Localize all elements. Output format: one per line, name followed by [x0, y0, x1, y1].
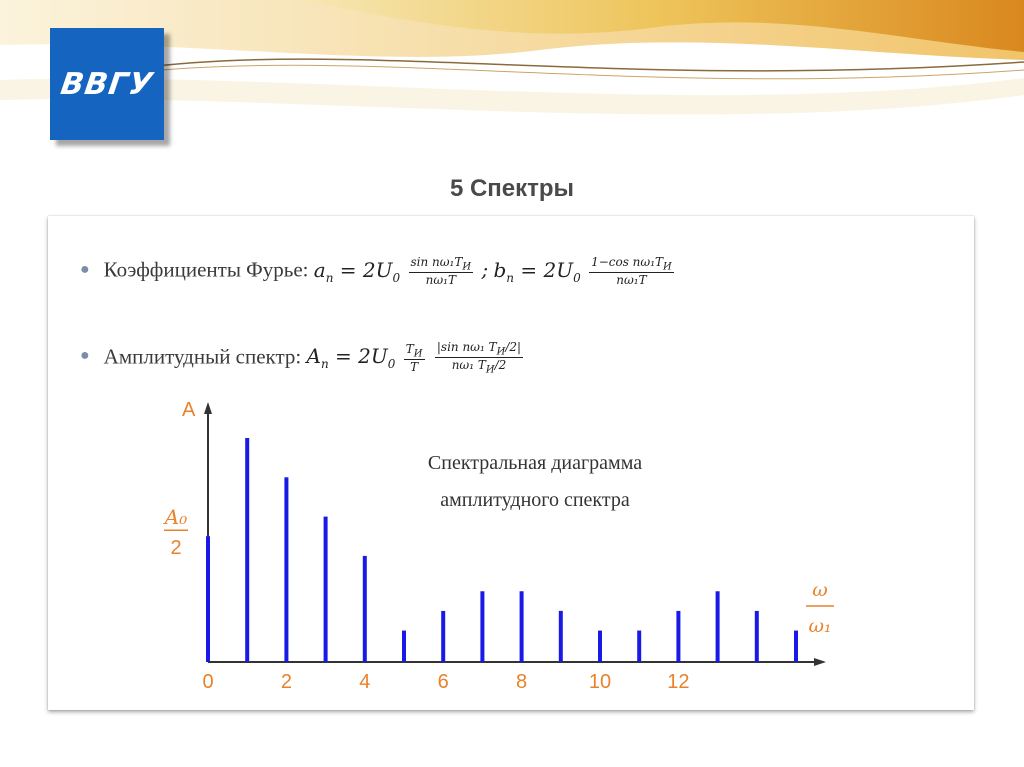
x-tick-label: 8	[516, 671, 528, 693]
x-tick-label: 12	[667, 671, 690, 693]
slide-title: 5 Спектры	[449, 175, 575, 202]
spectral-line-bar	[598, 631, 602, 662]
spectral-line-bar	[284, 477, 288, 662]
y-marker-denominator: 2	[170, 537, 182, 560]
x-tick-label: 4	[359, 671, 371, 693]
spectral-line-bar	[441, 611, 445, 662]
spectral-line-bar	[794, 631, 798, 662]
spectral-line-bar	[755, 611, 759, 662]
bullet-dot-icon: ●	[80, 347, 90, 365]
spectral-line-bar	[206, 536, 210, 662]
bullet-label: Коэффициенты Фурье:	[103, 257, 309, 282]
spectral-line-bar	[324, 517, 328, 662]
bullet-dot-icon: ●	[80, 260, 90, 278]
spectral-line-bar	[559, 611, 563, 662]
caption-line-1: Спектральная диаграмма	[427, 452, 643, 474]
caption-line-2: амплитудного спектра	[440, 489, 630, 511]
x-tick-label: 10	[588, 671, 612, 693]
x-axis-arrow-icon	[814, 658, 826, 666]
formula-bn: $b_n = 2U_0$ $\frac{1-\cos n\omega_1T_И}{\text{nω₁T}}$	[493, 255, 672, 288]
spectral-line-bar	[363, 556, 367, 662]
spectral-line-bar	[637, 631, 641, 662]
y-axis-arrow-icon	[204, 402, 212, 414]
x-tick-label: 6	[437, 671, 449, 693]
x-axis-label-denominator: ω₁	[808, 615, 832, 637]
spectral-line-bar	[480, 591, 484, 662]
logo-text: ВВГУ	[58, 66, 156, 102]
spectral-line-bar	[402, 631, 406, 662]
formula-An: $A_n = 2U_0$ $\frac{T_И}{T}$ $\frac{|\sin n\omega_1 T_И/2|}{n\omega_1 T_И/2}$	[306, 340, 522, 376]
spectral-line-bar	[520, 591, 524, 662]
y-marker-numerator: A₀	[164, 505, 188, 530]
x-axis-label-numerator: ω	[812, 579, 828, 601]
x-tick-label: 0	[202, 671, 214, 693]
spectral-line-bar	[676, 611, 680, 662]
bullet-label: Амплитудный спектр:	[103, 344, 302, 369]
x-tick-label: 2	[280, 671, 292, 693]
spectral-line-bar	[245, 438, 249, 662]
formula-separator: ;	[481, 257, 489, 282]
formula-an: $a_n = 2U_0$ $\frac{\sin n\omega_1T_И}{\text{nω₁T}}$	[313, 255, 472, 288]
y-axis-label: A	[182, 399, 196, 421]
spectral-line-bar	[716, 591, 720, 662]
